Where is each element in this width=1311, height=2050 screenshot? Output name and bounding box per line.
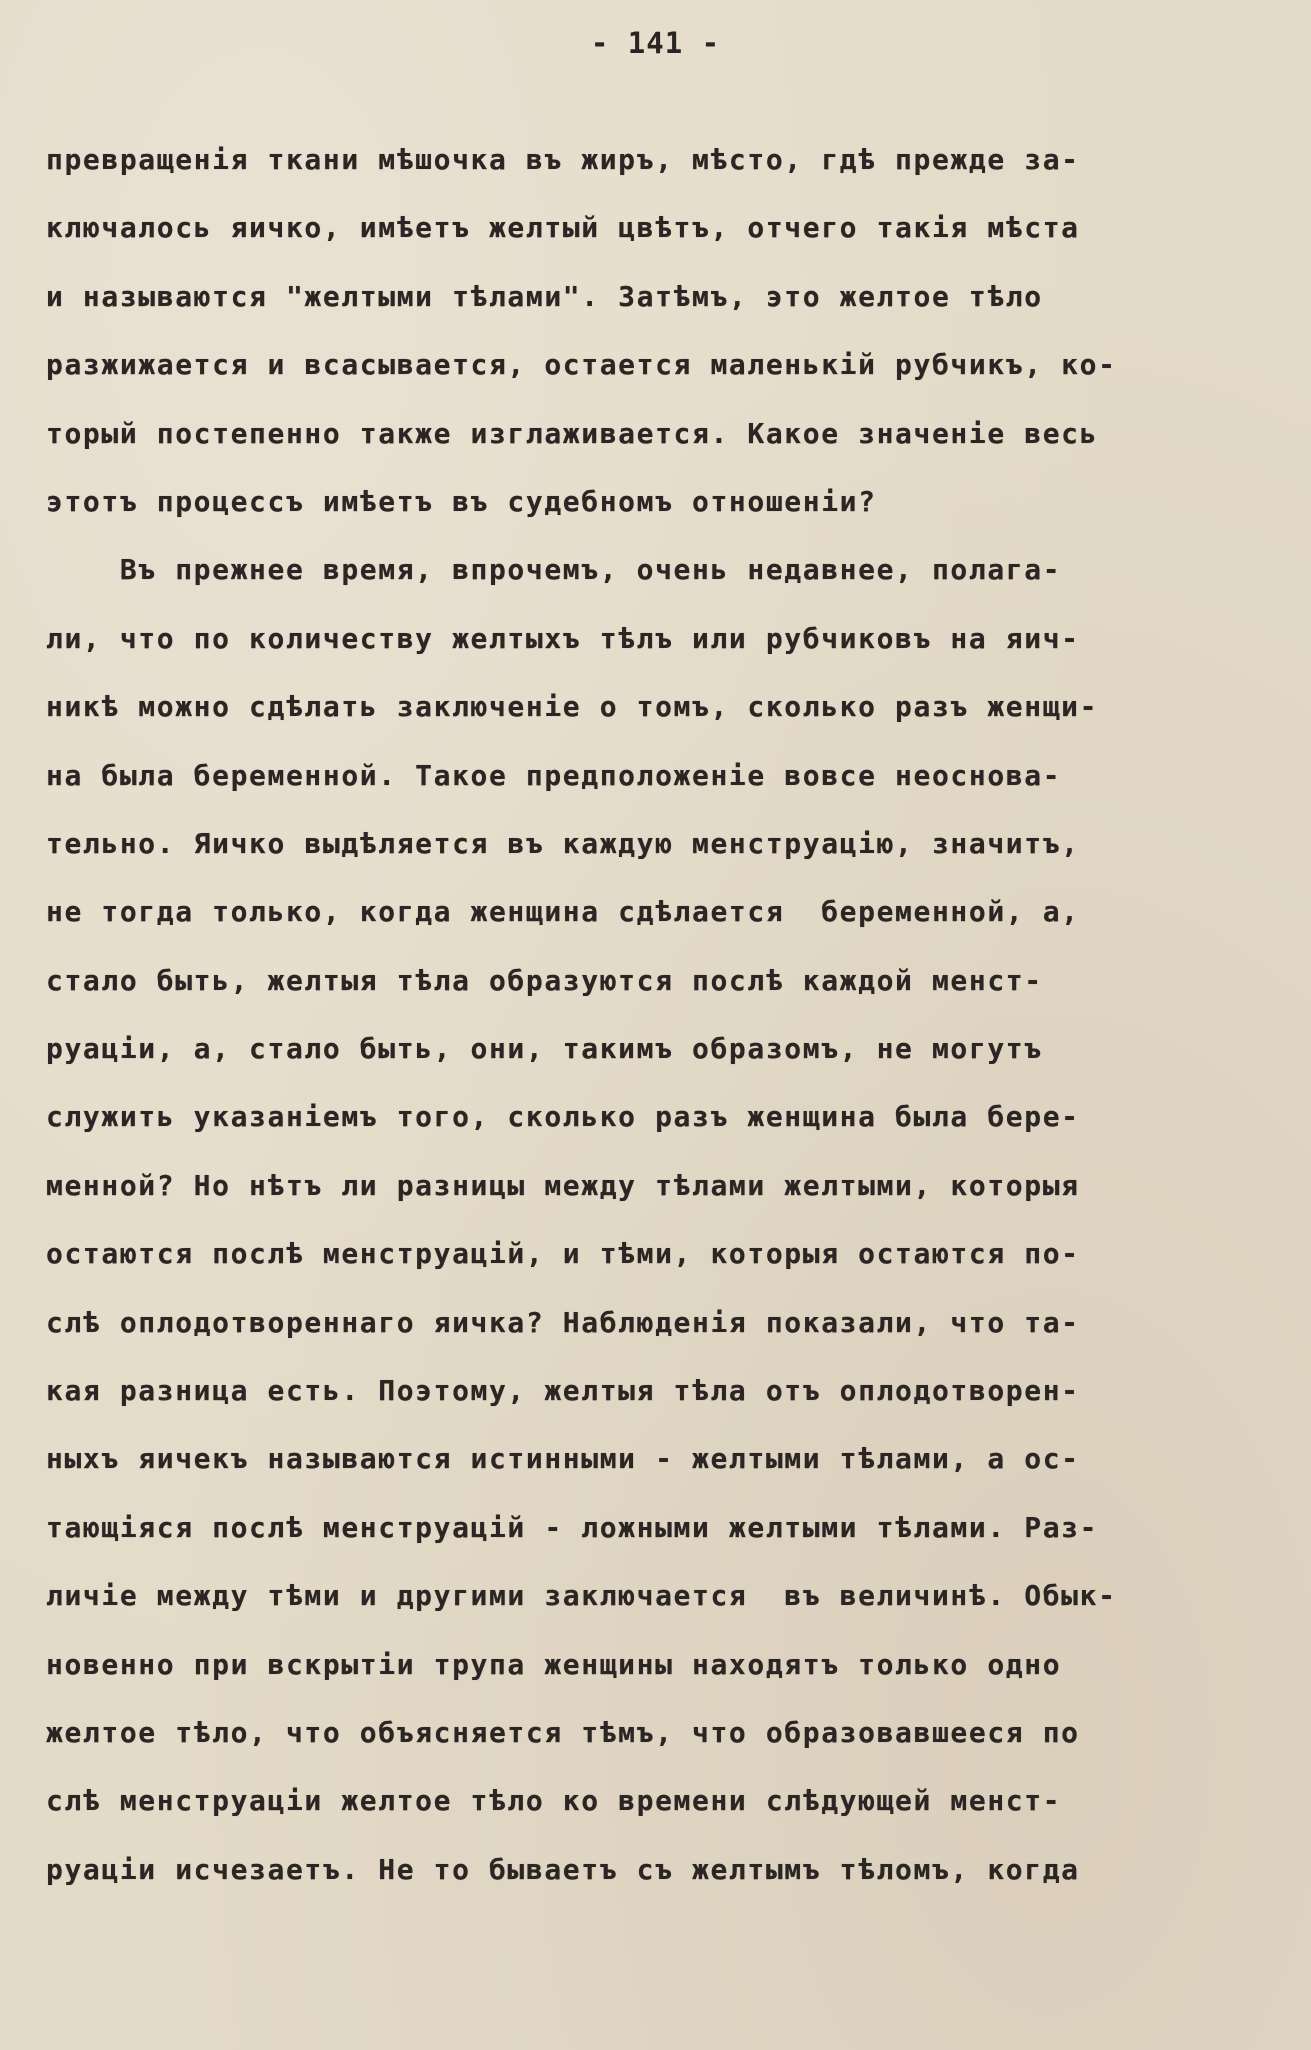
text-line: тельно. Яичко выдѣляется въ каждую менструацію, значитъ, bbox=[46, 826, 1080, 860]
text-line: торый постепенно также изглаживается. Какое значеніе весь bbox=[46, 416, 1099, 450]
text-line: этотъ процессъ имѣетъ въ судебномъ отношеніи? bbox=[46, 484, 877, 518]
text-line: кая разница есть. Поэтому, желтыя тѣла отъ оплодотворен- bbox=[46, 1374, 1080, 1408]
text-line: остаются послѣ менструацій, и тѣми, которыя остаются по- bbox=[46, 1237, 1080, 1271]
text-line: руаціи исчезаетъ. Не то бываетъ съ желтымъ тѣломъ, когда bbox=[46, 1852, 1080, 1886]
page-number: - 141 - bbox=[590, 26, 721, 60]
text-line: стало быть, желтыя тѣла образуются послѣ каждой менст- bbox=[46, 963, 1043, 997]
body-text bbox=[46, 126, 1286, 1904]
text-line: слѣ менструаціи желтое тѣло ко времени слѣдующей менст- bbox=[46, 1784, 1062, 1818]
text-line: не тогда только, когда женщина сдѣлается беременной, а, bbox=[46, 895, 1080, 929]
text-line: разжижается и всасывается, остается маленькій рубчикъ, ко- bbox=[46, 348, 1117, 382]
text-line: ключалось яичко, имѣетъ желтый цвѣтъ, отчего такія мѣста bbox=[46, 211, 1080, 245]
text-line: ли, что по количеству желтыхъ тѣлъ или рубчиковъ на яич- bbox=[46, 621, 1080, 655]
text-line: тающіяся послѣ менструацій - ложными желтыми тѣлами. Раз- bbox=[46, 1510, 1099, 1544]
text-line: менной? Но нѣтъ ли разницы между тѣлами желтыми, которыя bbox=[46, 1168, 1080, 1202]
text-line: новенно при вскрытіи трупа женщины находятъ только одно bbox=[46, 1647, 1062, 1681]
text-line: слѣ оплодотвореннаго яичка? Наблюденія показали, что та- bbox=[46, 1305, 1080, 1339]
text-line: на была беременной. Такое предположеніе вовсе неоснова- bbox=[46, 758, 1062, 792]
text-line: превращенія ткани мѣшочка въ жиръ, мѣсто, гдѣ прежде за- bbox=[46, 143, 1080, 176]
text-line: Въ прежнее время, впрочемъ, очень недавнее, полага- bbox=[46, 553, 1062, 587]
text-line: желтое тѣло, что объясняется тѣмъ, что образовавшееся по bbox=[46, 1715, 1080, 1749]
text-line: личіе между тѣми и другими заключается въ величинѣ. Обык- bbox=[46, 1579, 1117, 1613]
text-line: служить указаніемъ того, сколько разъ женщина была бере- bbox=[46, 1100, 1080, 1134]
text-line: и называются "желтыми тѣлами". Затѣмъ, это желтое тѣло bbox=[46, 279, 1043, 313]
text-line: ныхъ яичекъ называются истинными - желтыми тѣлами, а ос- bbox=[46, 1442, 1080, 1476]
text-line: руаціи, а, стало быть, они, такимъ образомъ, не могутъ bbox=[46, 1032, 1043, 1066]
text-line: никѣ можно сдѣлать заключеніе о томъ, сколько разъ женщи- bbox=[46, 690, 1099, 724]
